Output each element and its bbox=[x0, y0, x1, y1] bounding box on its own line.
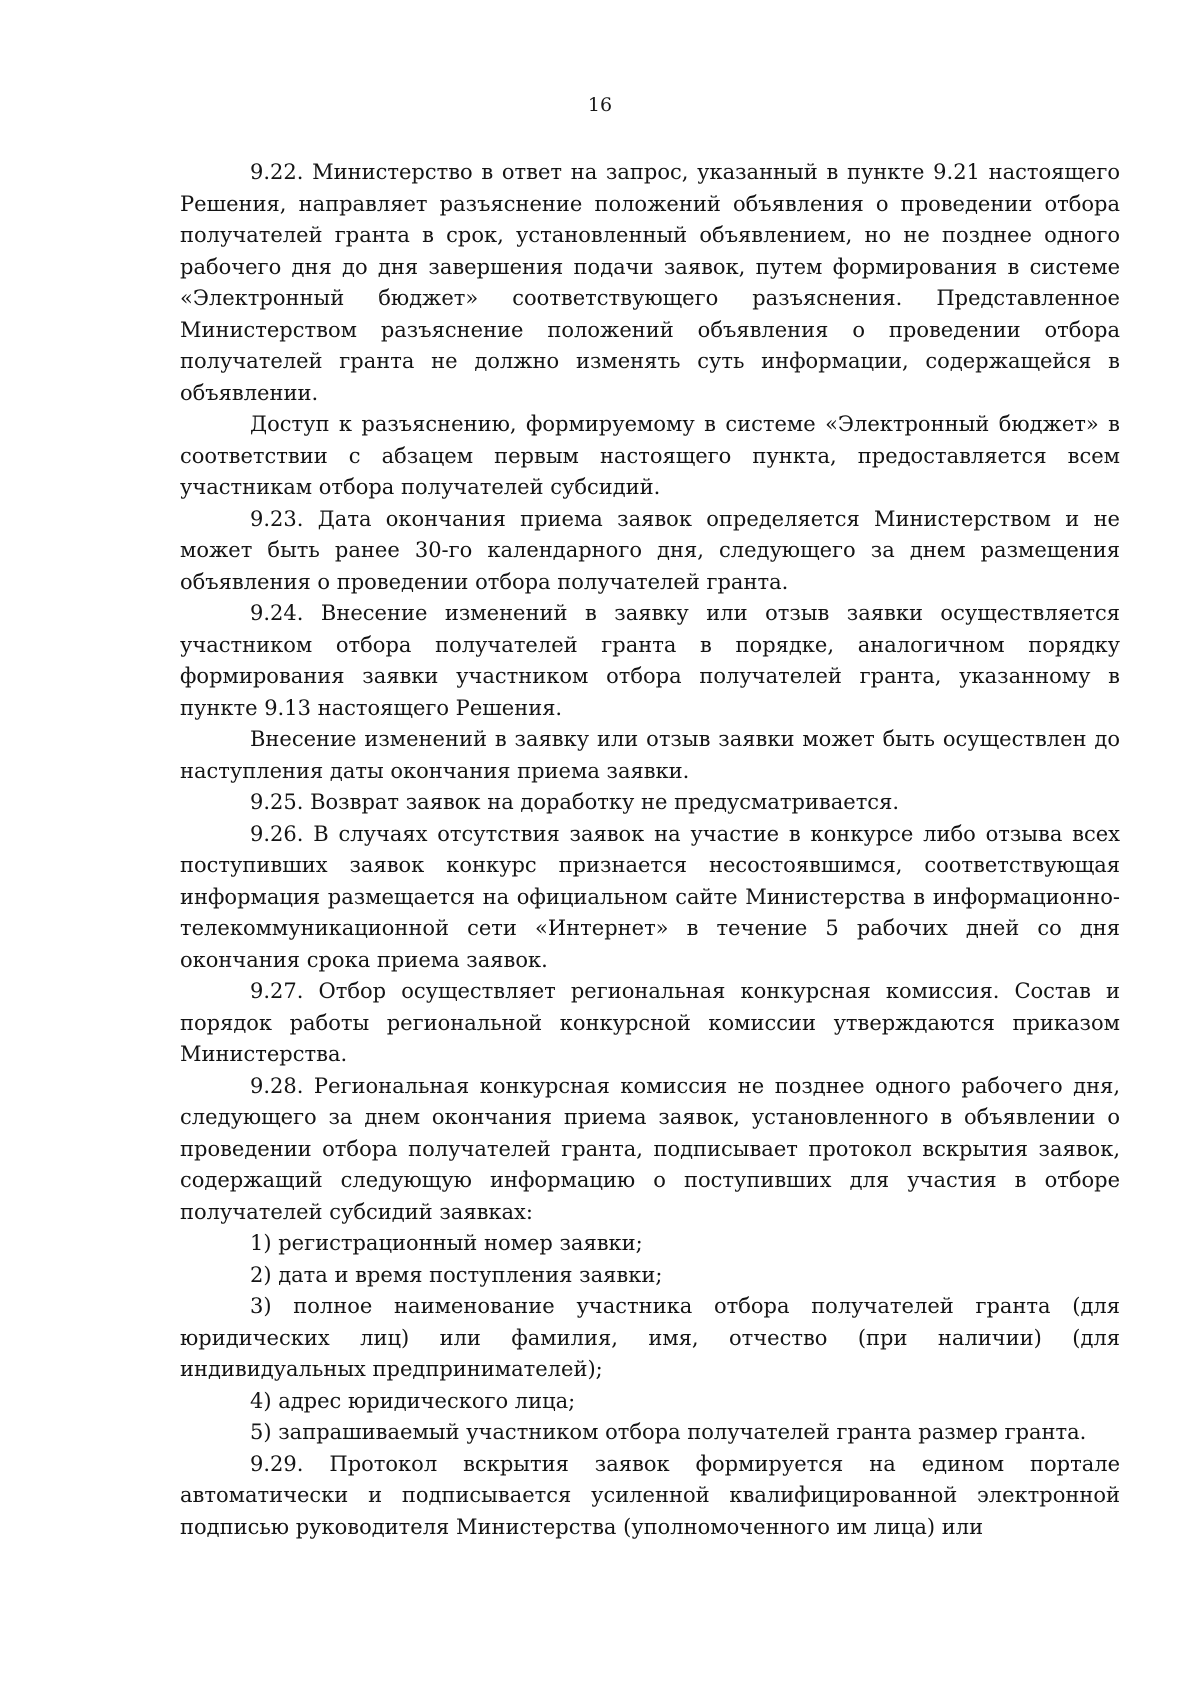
paragraph-9-27: 9.27. Отбор осуществляет региональная конкурсная комиссия. Состав и порядок работы региональной конкурсной комиссии утверждаются приказом Министерства. bbox=[180, 979, 1120, 1066]
list-item-3: 3) полное наименование участника отбора получателей гранта (для юридических лиц) или фамилия, имя, отчество (при наличии) (для индивидуальных предпринимателей); bbox=[180, 1294, 1120, 1381]
paragraph-9-26: 9.26. В случаях отсутствия заявок на участие в конкурсе либо отзыва всех поступивших заявок конкурс признается несостоявшимся, соответствующая информация размещается на официальном сайте Министерства в информационно-телекоммуникационной сети «Интернет» в течение 5 рабочих дней со дня окончания срока приема заявок. bbox=[180, 821, 1120, 972]
paragraph-access-clarification: Доступ к разъяснению, формируемому в системе «Электронный бюджет» в соответствии с абзацем первым настоящего пункта, предоставляется всем участникам отбора получателей субсидий. bbox=[180, 412, 1120, 499]
list-item-4: 4) адрес юридического лица; bbox=[250, 1388, 576, 1413]
paragraph-9-23: 9.23. Дата окончания приема заявок определяется Министерством и не может быть ранее 30-го календарного дня, следующего за днем размещения объявления о проведении отбора получателей гранта. bbox=[180, 506, 1120, 594]
paragraph-changes-deadline: Внесение изменений в заявку или отзыв заявки может быть осуществлен до наступления даты окончания приема заявки. bbox=[180, 727, 1120, 783]
paragraph-9-29: 9.29. Протокол вскрытия заявок формируется на едином портале автоматически и подписывается усиленной квалифицированной электронной подписью руководителя Министерства (уполномоченного им лица) или bbox=[180, 1451, 1120, 1539]
paragraph-9-22: 9.22. Министерство в ответ на запрос, указанный в пункте 9.21 настоящего Решения, направляет разъяснение положений объявления о проведении отбора получателей гранта в срок, установленный объявлением, но не позднее одного рабочего дня до дня завершения подачи заявок, путем формирования в системе «Электронный бюджет» соответствующего разъяснения. Представленное Министерством разъяснение положений объявления о проведении отбора получателей гранта не должно изменять суть информации, содержащейся в объявлении. bbox=[180, 160, 1120, 405]
list-item-2: 2) дата и время поступления заявки; bbox=[250, 1262, 663, 1287]
list-item-1: 1) регистрационный номер заявки; bbox=[250, 1231, 643, 1255]
paragraph-9-28: 9.28. Региональная конкурсная комиссия не позднее одного рабочего дня, следующего за днем окончания приема заявок, установленного в объявлении о проведении отбора получателей гранта, подписывает протокол вскрытия заявок, содержащий следующую информацию о поступивших для участия в отборе получателей субсидий заявках: bbox=[180, 1073, 1120, 1224]
list-item-5: 5) запрашиваемый участником отбора получателей гранта размер гранта. bbox=[250, 1420, 1087, 1444]
paragraph-9-24: 9.24. Внесение изменений в заявку или отзыв заявки осуществляется участником отбора получателей гранта в порядке, аналогичном порядку формирования заявки участником отбора получателей гранта, указанному в пункте 9.13 настоящего Решения. bbox=[180, 601, 1120, 720]
document-body bbox=[180, 157, 1120, 1543]
page-number: 16 bbox=[587, 94, 613, 116]
paragraph-9-25: 9.25. Возврат заявок на доработку не предусматривается. bbox=[250, 790, 899, 814]
